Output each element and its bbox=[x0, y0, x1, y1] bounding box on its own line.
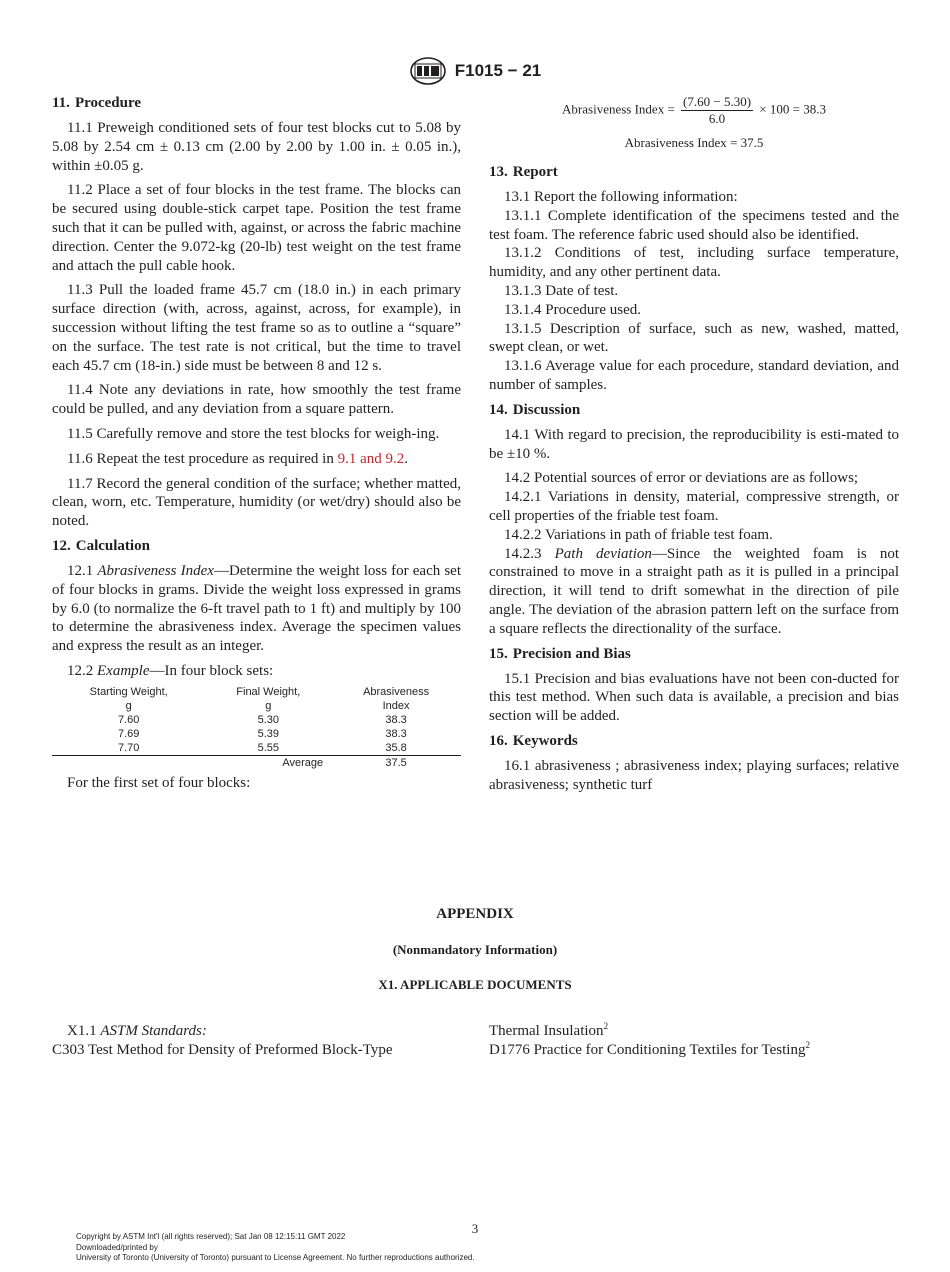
x1-1: X1.1 ASTM Standards: bbox=[67, 1023, 207, 1039]
para-first-set: For the first set of four blocks: bbox=[67, 774, 251, 791]
para-13-1-1: 13.1.1 Complete identification of the specimens tested and the test foam. The reference fabric used should also be identified. bbox=[489, 207, 899, 243]
para-11-2: 11.2 Place a set of four blocks in the test frame. The blocks can be secured using double-stick carpet tape. Position the test frame such that it can be pulled with, against, or across the fabric machine direction. Center the 9.072-kg (20-lb) test weight on the test frame and attach the pull cable hook. bbox=[52, 182, 461, 274]
table-row: 7.69 5.39 38.3 bbox=[117, 727, 407, 740]
astm-logo-icon bbox=[409, 56, 447, 86]
para-12-1: 12.1 Abrasiveness Index—Determine the weight loss for each set of four blocks in grams. Divide the weight loss expressed in grams by 6.0 (to normalize the 6-ft travel path to 1 ft) and multiply by 100 to determine the abrasiveness index. Average the specimen values and express the result as an integer. bbox=[52, 562, 462, 655]
table-row: 7.70 5.55 35.8 bbox=[52, 741, 461, 756]
para-15-1: 15.1 Precision and bias evaluations have not been con-ducted for this test method. When such data is available, a precision and bias section will be added. bbox=[489, 670, 899, 725]
table-row: 7.60 5.30 38.3 bbox=[117, 713, 407, 726]
para-12-2: 12.2 Example—In four block sets: bbox=[67, 662, 274, 679]
c303-entry: C303 Test Method for Density of Preformed Block-Type bbox=[52, 1041, 393, 1058]
right-column bbox=[489, 94, 899, 795]
d1776-entry: D1776 Practice for Conditioning Textiles for Testing$^2$ bbox=[489, 1039, 810, 1058]
page-header bbox=[0, 56, 950, 86]
appendix-right bbox=[489, 1022, 899, 1060]
section-13-heading: 13. Report bbox=[489, 164, 558, 180]
para-14-2-1: 14.2.1 Variations in density, material, compressive strength, or cell properties of the friable test foam. bbox=[489, 489, 899, 524]
para-11-5: 11.5 Carefully remove and store the test blocks for weigh-ing. bbox=[67, 425, 440, 442]
example-table bbox=[52, 685, 461, 770]
section-16-heading: 16. Keywords bbox=[489, 732, 578, 749]
para-13-1-5: 13.1.5 Description of surface, such as new, washed, matted, swept clean, or wet. bbox=[489, 320, 899, 356]
para-16-1: 16.1 abrasiveness ; abrasiveness index; playing surfaces; relative abrasiveness; synthetic turf bbox=[489, 757, 899, 793]
para-13-1-3: 13.1.3 Date of test. bbox=[504, 282, 619, 299]
designation: F1015 − 21 bbox=[454, 61, 542, 80]
left-column bbox=[52, 94, 461, 793]
para-13-1-4: 13.1.4 Procedure used. bbox=[504, 301, 642, 318]
link-9-1-9-2[interactable]: 9.1 and 9.2 bbox=[337, 450, 405, 467]
section-15-heading: 15. Precision and Bias bbox=[489, 645, 631, 662]
table-header-row: Starting Weight, Final Weight, Abrasiveness bbox=[89, 685, 430, 698]
c303-continued: Thermal Insulation$^2$ bbox=[489, 1021, 609, 1039]
section-14-heading: 14. Discussion bbox=[489, 401, 581, 418]
para-11-6: 11.6 Repeat the test procedure as required in 9.1 and 9.2. bbox=[67, 450, 409, 467]
appendix-subtitle: (Nonmandatory Information) bbox=[392, 942, 558, 957]
para-13-1-2: 13.1.2 Conditions of test, including surface temperature, humidity, and any other pertinent data. bbox=[489, 245, 899, 281]
para-14-2: 14.2 Potential sources of error or deviations are as follows; bbox=[504, 470, 859, 487]
table-header-row: g g Index bbox=[125, 699, 410, 712]
section-11-heading: 11. Procedure bbox=[52, 95, 142, 111]
section-12-heading: 12. Calculation bbox=[52, 537, 150, 554]
copyright-footer: Copyright by ASTM Int'l (all rights reserved); Sat Jan 08 12:15:11 GMT 2022 Downloaded/printed by University of Toronto (University of Toronto) pursuant to License Agreement. No further reproductions authorized. bbox=[76, 1232, 475, 1262]
para-14-1: 14.1 With regard to precision, the reproducibility is esti-mated to be ±10 %. bbox=[489, 426, 899, 462]
para-13-1-6: 13.1.6 Average value for each procedure, standard deviation, and number of samples. bbox=[489, 358, 899, 393]
para-11-4: 11.4 Note any deviations in rate, how smoothly the test frame could be pulled, and any deviation from a square pattern. bbox=[52, 382, 461, 418]
formula-2: Abrasiveness Index = 37.5 bbox=[624, 135, 764, 150]
para-14-2-3: 14.2.3 Path deviation—Since the weighted foam is not constrained to move in a straight path as it is pulled in a principal direction, it will tend to drift somewhat in the direction of pile angle. The deviation of the abrasion pattern left on the surface from a square reflects the directionality of the surface. bbox=[489, 545, 899, 637]
appendix-left bbox=[52, 1022, 461, 1060]
para-11-1: 11.1 Preweigh conditioned sets of four test blocks cut to 5.08 by 5.08 by 2.54 cm ± 0.13 cm (2.00 by 2.00 by 1.00 in. ± 0.05 in.), within ±0.05 g. bbox=[52, 120, 461, 174]
x1-title: X1. APPLICABLE DOCUMENTS bbox=[378, 977, 572, 992]
table-average-row: Average 37.5 bbox=[282, 756, 407, 769]
para-13-1: 13.1 Report the following information: bbox=[504, 189, 738, 205]
para-11-3: 11.3 Pull the loaded frame 45.7 cm (18.0 in.) in each primary surface direction (with, across, against, across, for example), in succession without lifting the test frame so as to outline a “square” on the surface. The test rate is not critical, but the time to travel each 45.7 cm (18-in.) side must be between 8 and 12 s. bbox=[52, 282, 461, 374]
page-number: 3 bbox=[471, 1221, 479, 1236]
para-11-7: 11.7 Record the general condition of the surface; whether matted, clean, worn, etc. Temperature, humidity (or wet/dry) should also be noted. bbox=[52, 475, 461, 530]
appendix-title: APPENDIX bbox=[436, 906, 514, 922]
para-14-2-2: 14.2.2 Variations in path of friable test foam. bbox=[504, 526, 773, 543]
formula-1: Abrasiveness Index = $\frac{(7.60 - 5.30)}{6.0}$ × 100 = 38.3 bbox=[562, 94, 826, 126]
